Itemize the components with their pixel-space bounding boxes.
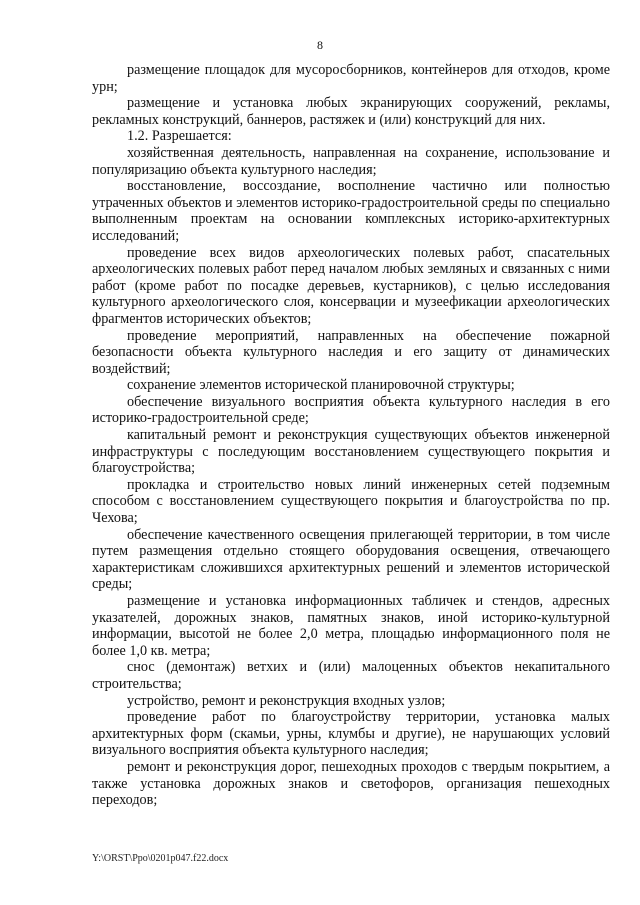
paragraph: устройство, ремонт и реконструкция входных узлов; [127, 692, 446, 709]
paragraph: проведение работ по благоустройству территории, установка малых архитектурных форм (скамьи, урны, клумбы и другие), не нарушающих условий визуального восприятия объекта культурного наследия; [92, 709, 610, 759]
paragraph: восстановление, воссоздание, восполнение частично или полностью утраченных объектов и элементов историко-градостроительной среды по специально выполненным проектам на основании комплексных историко-архитектурных исследований; [92, 178, 610, 244]
paragraph: размещение и установка любых экранирующих сооружений, рекламы, рекламных конструкций, баннеров, растяжек и (или) конструкций для них. [92, 95, 610, 128]
paragraph: обеспечение визуального восприятия объекта культурного наследия в его историко-градостроительной среде; [92, 393, 610, 427]
paragraph: размещение и установка информационных табличек и стендов, адресных указателей, дорожных знаков, памятных знаков, иной историко-культурной информации, высотой не более 2,0 метра, площадью информационного поля не более 1,0 кв. метра; [92, 593, 610, 659]
paragraph: прокладка и строительство новых линий инженерных сетей подземным способом с восстановлением существующего покрытия и благоустройства по пр. Чехова; [92, 476, 610, 527]
paragraph: хозяйственная деятельность, направленная на сохранение, использование и популяризацию объекта культурного наследия; [92, 144, 610, 178]
paragraph: сохранение элементов исторической планировочной структуры; [127, 377, 515, 394]
document-body [92, 62, 610, 809]
paragraph: проведение мероприятий, направленных на обеспечение пожарной безопасности объекта культурного наследия и его защиту от динамических воздействий; [92, 327, 610, 377]
paragraph: проведение всех видов археологических полевых работ, спасательных археологических полевых работ перед началом любых земляных и связанных с ними работ (кроме работ по посадке деревьев, кустарников), с целью исследования культурного археологического слоя, консервации и музеефикации археологических фрагментов исторических объектов; [92, 244, 610, 327]
paragraph: размещение площадок для мусоросборников, контейнеров для отходов, кроме урн; [92, 62, 610, 95]
paragraph: ремонт и реконструкция дорог, пешеходных проходов с твердым покрытием, а также установка дорожных знаков и светофоров, организация пешеходных переходов; [92, 758, 610, 809]
footer-file-path: Y:\ORST\Ppo\0201p047.f22.docx [92, 853, 229, 864]
paragraph: капитальный ремонт и реконструкция существующих объектов инженерной инфраструктуры с последующим восстановлением существующего покрытия и благоустройства; [92, 427, 610, 477]
page-number: 8 [317, 38, 323, 52]
paragraph: снос (демонтаж) ветхих и (или) малоценных объектов некапитального строительства; [92, 659, 610, 692]
section-heading: 1.2. Разрешается: [127, 128, 232, 145]
paragraph: обеспечение качественного освещения прилегающей территории, в том числе путем размещения отдельно стоящего оборудования освещения, отвечающего характеристикам сложившихся архитектурных решений и элементов исторической среды; [92, 526, 610, 593]
